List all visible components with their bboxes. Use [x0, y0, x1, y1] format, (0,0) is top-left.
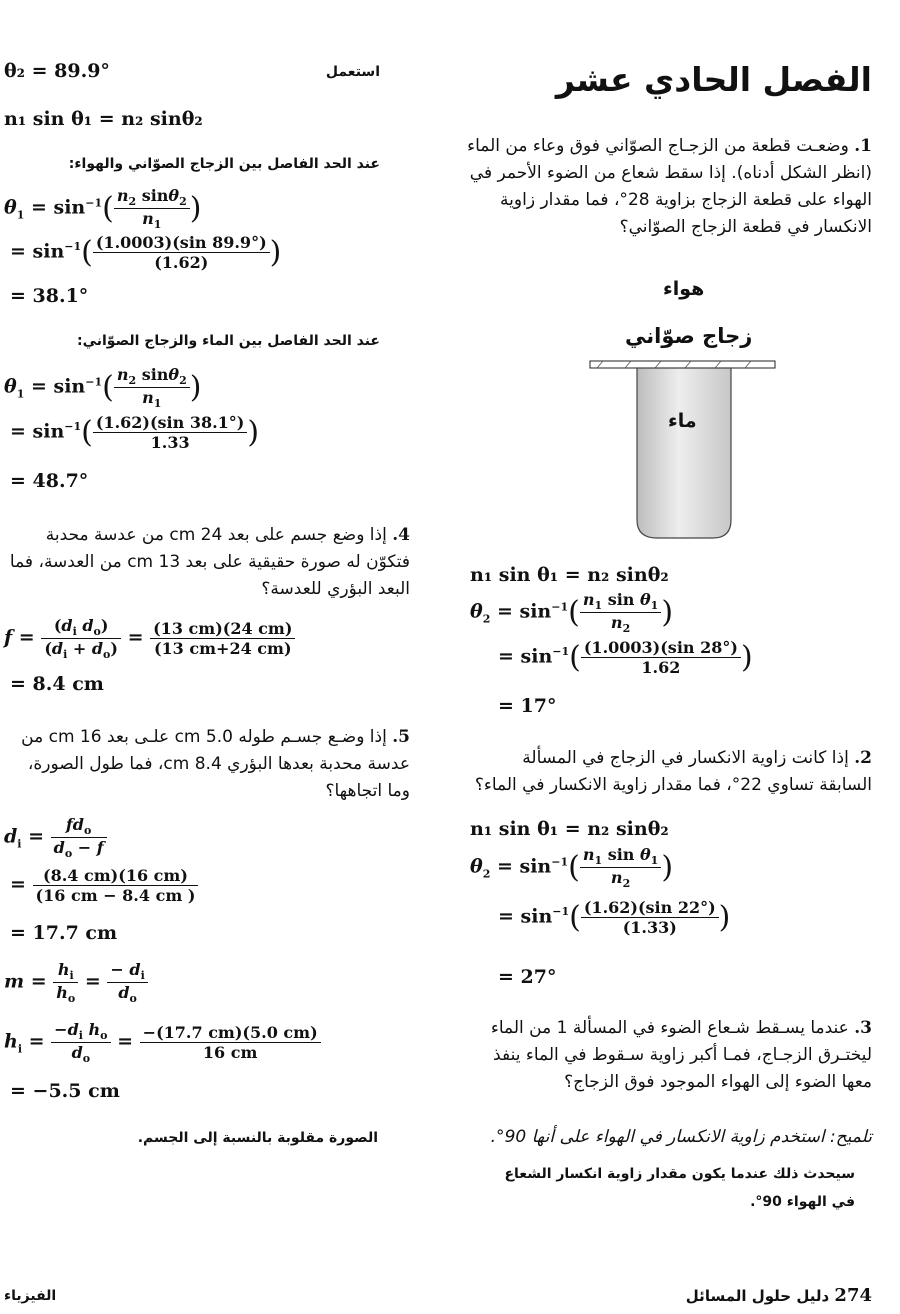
- snell-law: n₁ sin θ₁ = n₂ sinθ₂: [4, 108, 203, 130]
- boundary-2-formula: $\theta_1 = \sin^{-1}$( $\frac{n_2 \sin\theta_2}{n_1}$ ): [4, 365, 202, 411]
- b2-numerator: (1.62)(sin 38.1°): [93, 413, 248, 433]
- b1-denominator: (1.62): [154, 253, 209, 272]
- q5-hi-denominator: 16 cm: [202, 1043, 258, 1063]
- q1-denominator: 1.62: [641, 658, 681, 677]
- q4-numerator: (13 cm)(24 cm): [150, 619, 295, 639]
- page-footer-right: [686, 1285, 872, 1306]
- question-number: 2.: [854, 748, 872, 768]
- beaker-body: [637, 368, 731, 538]
- q5-hi-result: = −5.5 cm: [10, 1080, 120, 1102]
- q5-hi-numerator: −(17.7 cm)(5.0 cm): [140, 1023, 321, 1043]
- q5-di-substitution: = $\frac{(8.4 cm)(16 cm)}{(16 cm - 8.4 cm )}$: [10, 866, 198, 905]
- q2-theta2-formula: $\theta_2 = \sin^{-1}$( $\frac{n_1 \sin \theta_1}{n_2}$ ): [470, 845, 674, 891]
- q5-hi-formula: $h_i$ = $\frac{-d_i h_o}{d_o}$ = $\frac{-(17.7 cm)(5.0 cm)}{16 cm}$: [4, 1020, 321, 1065]
- figure-glass-label: زجاج صوّاني: [625, 324, 753, 348]
- glass-slab: [590, 361, 775, 368]
- q2-result: = 27°: [498, 966, 557, 988]
- q1-theta2-formula: $\theta_2 = \sin^{-1}$( $\frac{n_1 \sin \theta_1}{n_2}$ ): [470, 590, 674, 636]
- page-number: 274: [834, 1285, 872, 1306]
- boundary-1-result: = 38.1°: [10, 285, 89, 307]
- question-1: [467, 133, 872, 241]
- question-4: [5, 522, 410, 603]
- question-5: [5, 724, 410, 805]
- q4-lens-equation: f = $\frac{(d_i d_o)}{(d_i + d_o)}$ = $\frac{(13 cm)(24 cm)}{(13 cm+24 cm)}$: [4, 616, 295, 661]
- q2-numerator: (1.62)(sin 22°): [581, 898, 719, 918]
- boundary-1-label: عند الحد الفاصل بين الزجاج الصوّاني والهواء:: [68, 156, 380, 172]
- boundary-1-substitution: = $\sin^{-1}$( $\frac{(1.0003)(\sin 89.9^\circ)}{(1.62)}$ ): [10, 233, 282, 272]
- q5-di-denominator: (16 cm − 8.4 cm ): [35, 886, 196, 905]
- book-title: دليل حلول المسائل: [685, 1287, 830, 1305]
- q5-conclusion: الصورة مقلوبة بالنسبة إلى الجسم.: [137, 1130, 378, 1146]
- q2-substitution: = $\sin^{-1}$( $\frac{(1.62)(\sin 22^\circ)}{(1.33)}$ ): [498, 898, 731, 937]
- question-number: 3.: [854, 1018, 872, 1038]
- given-theta2: θ₂ = 89.9°: [4, 60, 110, 82]
- b2-denominator: 1.33: [150, 433, 190, 452]
- question-text: عندما يسـقط شـعاع الضوء في المسألة 1 من الماء ليختـرق الزجـاج، فمـا أكبر زاوية سـقوط في الماء ينفذ معها الضوء إلى الهواء الموجود فوق الزجاج؟: [490, 1018, 872, 1092]
- page-footer-subject: الفيزياء: [4, 1288, 57, 1304]
- question-number: 1.: [854, 136, 872, 156]
- q3-answer-line1: سيحدث ذلك عندما يكون مقدار زاوية انكسار الشعاع: [504, 1166, 855, 1182]
- boundary-1-formula: $\theta_1 = \sin^{-1}$( $\frac{n_2 \sin\theta_2}{n_1}$ ): [4, 186, 202, 232]
- question-text: وضعـت قطعة من الزجـاج الصوّاني فوق وعاء من الماء (انظر الشكل أدناه). إذا سقط شعاع من الضوء الأحمر في الهواء على قطعة الزجاج بزاوية 28°، فما مقدار زاوية الانكسار في قطعة الزجاج الصوّاني؟: [467, 136, 872, 237]
- question-3: [467, 1015, 872, 1096]
- q5-di-formula: $d_i$ = $\frac{fd_o}{d_o - f}$: [4, 815, 107, 860]
- q4-result: = 8.4 cm: [10, 673, 104, 695]
- question-number: 5.: [392, 727, 410, 747]
- boundary-2-label: عند الحد الفاصل بين الماء والزجاج الصوّاني:: [76, 333, 380, 349]
- q5-di-result: = 17.7 cm: [10, 922, 118, 944]
- q5-magnification: m = $\frac{h_i}{h_o}$ = $\frac{- d_i}{d_o}$: [4, 960, 148, 1005]
- q3-answer-line2: في الهواء 90°.: [750, 1194, 855, 1210]
- question-text: إذا وضـع جسـم طوله 5.0 cm علـى بعد 16 cm من عدسة محدبة بعدها البؤري 8.4 cm، فما طول الصورة، وما اتجاهها؟: [21, 727, 410, 801]
- q2-denominator: (1.33): [622, 918, 677, 937]
- q1-numerator: (1.0003)(sin 28°): [581, 638, 741, 658]
- figure-water-label: ماء: [668, 410, 697, 432]
- boundary-2-substitution: = $\sin^{-1}$( $\frac{(1.62)(\sin 38.1^\circ)}{1.33}$ ): [10, 413, 260, 452]
- q3-hint: تلميح: استخدم زاوية الانكسار في الهواء على أنها 90°.: [490, 1127, 872, 1147]
- chapter-title: الفصل الحادي عشر: [555, 60, 872, 99]
- figure-air-label: هواء: [663, 278, 705, 300]
- boundary-2-result: = 48.7°: [10, 470, 89, 492]
- q5-di-numerator: (8.4 cm)(16 cm): [33, 866, 199, 886]
- q1-result: = 17°: [498, 695, 557, 717]
- q1-substitution: = $\sin^{-1}$( $\frac{(1.0003)(\sin 28^\circ)}{1.62}$ ): [498, 638, 753, 677]
- q4-denominator: (13 cm+24 cm): [153, 639, 292, 659]
- use-label: استعمل: [325, 64, 380, 80]
- b1-numerator: (1.0003)(sin 89.9°): [93, 233, 270, 253]
- question-number: 4.: [392, 525, 410, 545]
- q1-snell-law: n₁ sin θ₁ = n₂ sinθ₂: [470, 564, 669, 586]
- question-text: إذا كانت زاوية الانكسار في الزجاج في المسألة السابقة تساوي 22°، فما مقدار زاوية الانكسار في الماء؟: [474, 748, 872, 795]
- question-text: إذا وضع جسم على بعد 24 cm من عدسة محدبة فتكوّن له صورة حقيقية على بعد 13 cm من العدسة، فما البعد البؤري للعدسة؟: [9, 525, 410, 599]
- question-2: [467, 745, 872, 799]
- q2-snell-law: n₁ sin θ₁ = n₂ sinθ₂: [470, 818, 669, 840]
- beaker-figure: [585, 358, 780, 543]
